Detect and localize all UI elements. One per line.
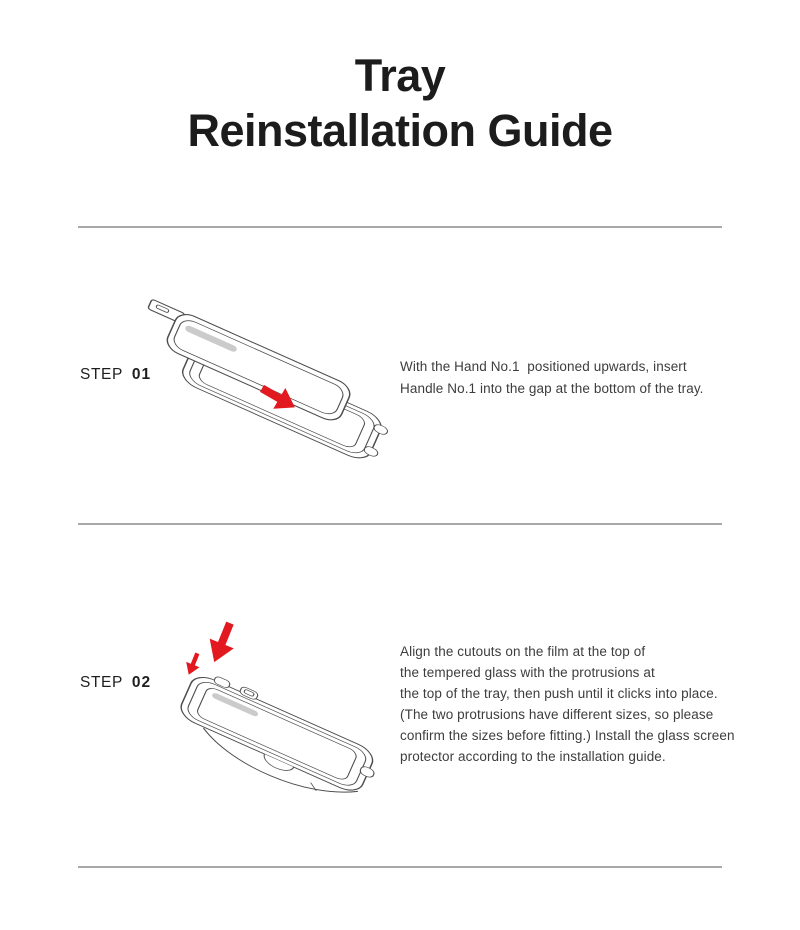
step2-description-line: Align the cutouts on the film at the top of xyxy=(400,644,646,659)
page-title-line2: Reinstallation Guide xyxy=(187,105,613,156)
page-title xyxy=(0,48,800,158)
step2-description xyxy=(400,641,735,767)
step1-illustration xyxy=(140,284,400,464)
step1-description-line: With the Hand No.1 positioned upwards, insert xyxy=(400,359,687,374)
step2-description-line: protector according to the installation guide. xyxy=(400,749,666,764)
section-divider-middle xyxy=(78,523,722,525)
section-divider-bottom xyxy=(78,866,722,868)
step2-label-text: STEP xyxy=(80,674,123,691)
step1-label-text: STEP xyxy=(80,366,123,383)
step1-description xyxy=(400,356,704,400)
step2-number: 02 xyxy=(131,674,152,691)
section-divider-top xyxy=(78,226,722,228)
red-arrow-small-icon xyxy=(182,651,204,678)
tray-outline xyxy=(170,666,385,798)
step1-number: 01 xyxy=(131,366,152,383)
step2-description-line: confirm the sizes before fitting.) Install the glass screen xyxy=(400,728,735,743)
page-title-line1: Tray xyxy=(354,50,446,101)
red-arrow-large-icon xyxy=(202,618,242,667)
step1-description-line: Handle No.1 into the gap at the bottom of the tray. xyxy=(400,381,704,396)
step2-description-line: the top of the tray, then push until it clicks into place. xyxy=(400,686,718,701)
step2-illustration xyxy=(130,598,394,798)
step2-description-line: the tempered glass with the protrusions at xyxy=(400,665,655,680)
step2-description-line: (The two protrusions have different sizes, so please xyxy=(400,707,714,722)
